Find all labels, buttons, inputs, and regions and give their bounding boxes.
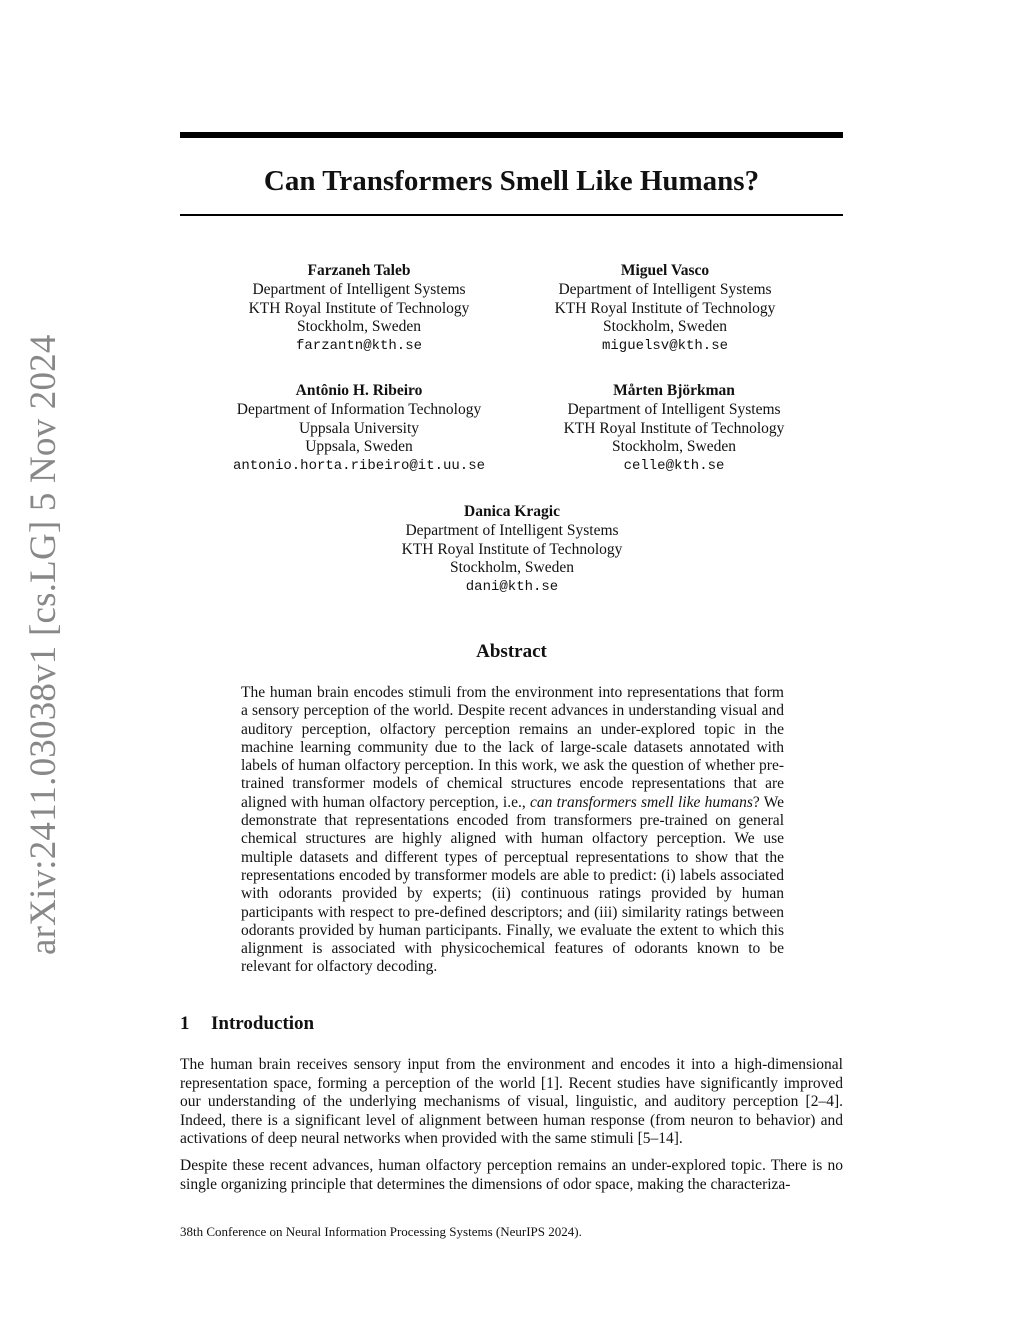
abstract-body (241, 684, 784, 977)
author-location: Stockholm, Sweden (612, 438, 736, 456)
abstract-text-end: ? We demonstrate that representations encoded from transformers pre-trained on general chemical structures are highly aligned with human olfactory perception. We use multiple datasets and different types of perceptual representations to show that the representations encoded by transformer models are able to predict: (i) labels associated with odorants provided by experts; (ii) continuous ratings provided by human participants with respect to pre-defined descriptors; and (iii) similarity ratings between odorants provided by human participants. Finally, we evaluate the extent to which this alignment is associated with physicochemical features of odorants known to be relevant for olfactory decoding. (241, 793, 784, 976)
author-institution: KTH Royal Institute of Technology (401, 540, 623, 558)
intro-paragraph: Despite these recent advances, human olfactory perception remains an under-explored topic. There is no single organizing principle that determines the dimensions of odor space, making the characteriza- (180, 1157, 843, 1193)
author-block (524, 382, 824, 476)
author-department: Department of Intelligent Systems (405, 521, 619, 539)
author-block (362, 503, 662, 597)
section-title: Introduction (211, 1013, 315, 1034)
author-name: Mårten Björkman (613, 382, 735, 399)
author-department: Department of Intelligent Systems (252, 280, 466, 298)
author-name: Antônio H. Ribeiro (295, 382, 423, 399)
author-email[interactable]: celle@kth.se (623, 458, 725, 475)
author-name: Danica Kragic (464, 503, 560, 520)
author-institution: KTH Royal Institute of Technology (248, 299, 470, 317)
author-location: Stockholm, Sweden (450, 559, 574, 577)
author-institution: KTH Royal Institute of Technology (554, 299, 776, 317)
author-name: Farzaneh Taleb (307, 262, 411, 279)
conference-footnote: 38th Conference on Neural Information Processing Systems (NeurIPS 2024). (180, 1224, 582, 1239)
author-email[interactable]: dani@kth.se (465, 579, 559, 596)
title-top-rule (180, 132, 843, 138)
author-location: Stockholm, Sweden (603, 318, 727, 336)
section-heading-introduction (180, 1013, 314, 1035)
author-department: Department of Intelligent Systems (567, 400, 781, 418)
author-location: Uppsala, Sweden (305, 438, 413, 456)
abstract-text-italic: can transformers smell like humans (530, 793, 753, 811)
arxiv-identifier-stamp: arXiv:2411.03038v1 [cs.LG] 5 Nov 2024 (23, 334, 64, 955)
author-block (515, 262, 815, 356)
abstract-heading: Abstract (476, 641, 547, 662)
abstract-text-start: The human brain encodes stimuli from the environment into representations that form a sensory perception of the world. Despite recent advances in understanding visual and auditory perception, olfactory perception remains an under-explored topic in the machine learning community due to the lack of large-scale datasets annotated with labels of human olfactory perception. In this work, we ask the question of whether pre-trained transformer models of chemical structures encode representations that are aligned with human olfactory perception, i.e., (241, 684, 784, 811)
author-department: Department of Intelligent Systems (558, 280, 772, 298)
author-institution: KTH Royal Institute of Technology (563, 419, 785, 437)
author-email[interactable]: antonio.horta.ribeiro@it.uu.se (232, 458, 486, 475)
author-location: Stockholm, Sweden (297, 318, 421, 336)
section-number: 1 (180, 1013, 190, 1034)
author-institution: Uppsala University (298, 419, 420, 437)
author-name: Miguel Vasco (620, 262, 710, 279)
paper-title: Can Transformers Smell Like Humans? (263, 165, 760, 197)
author-department: Department of Information Technology (236, 400, 482, 418)
author-block (209, 382, 509, 476)
intro-paragraph: The human brain receives sensory input from the environment and encodes it into a high-dimensional representation space, forming a perception of the world [1]. Recent studies have significantly improved our understanding of the underlying mechanisms of visual, linguistic, and auditory perception [2–4]. Indeed, there is a significant level of alignment between human response (from neuron to behavior) and activations of deep neural networks when provided with the same stimuli [5–14]. (180, 1056, 843, 1147)
author-block (209, 262, 509, 356)
author-email[interactable]: farzantn@kth.se (295, 338, 423, 355)
title-bottom-rule (180, 214, 843, 216)
author-email[interactable]: miguelsv@kth.se (601, 338, 729, 355)
